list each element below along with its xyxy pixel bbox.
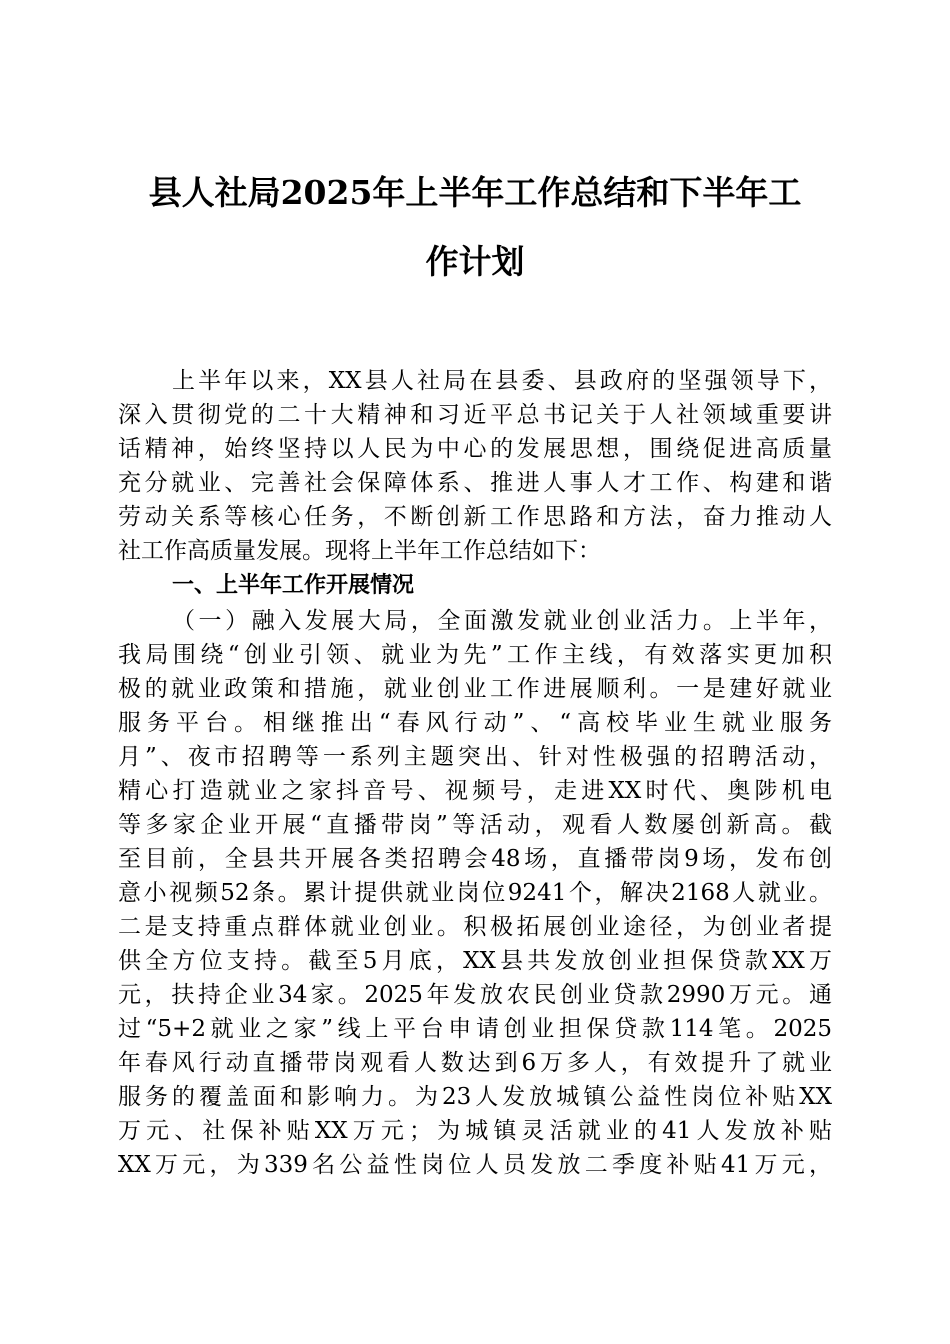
body-line: 供全方位支持。截至5月底，XX县共发放创业担保贷款XX万 [118, 948, 832, 974]
intro-line: 社工作高质量发展。现将上半年工作总结如下： [118, 538, 601, 564]
body-line: 等多家企业开展“直播带岗”等活动，观看人数屡创新高。截 [118, 812, 832, 838]
body-line: 元，扶持企业34家。2025年发放农民创业贷款2990万元。通 [118, 982, 832, 1008]
body-line: 年春风行动直播带岗观看人数达到6万多人，有效提升了就业 [118, 1050, 832, 1076]
intro-line: 劳动关系等核心任务，不断创新工作思路和方法，奋力推动人 [118, 504, 832, 530]
intro-line: 深入贯彻党的二十大精神和习近平总书记关于人社领域重要讲 [118, 402, 832, 428]
body-line: 我局围绕“创业引领、就业为先”工作主线，有效落实更加积 [118, 642, 832, 668]
body-line: 过“5+2就业之家”线上平台申请创业担保贷款114笔。2025 [118, 1016, 832, 1042]
intro-line: 上半年以来，XX县人社局在县委、县政府的坚强领导下， [172, 368, 832, 394]
body-line: 月”、夜市招聘等一系列主题突出、针对性极强的招聘活动， [118, 744, 832, 770]
intro-line: 话精神，始终坚持以人民为中心的发展思想，围绕促进高质量 [118, 436, 832, 462]
document-title-line-2: 作计划 [425, 242, 525, 281]
body-line: XX万元，为339名公益性岗位人员发放二季度补贴41万元， [118, 1152, 832, 1178]
body-line: 极的就业政策和措施，就业创业工作进展顺利。一是建好就业 [118, 676, 832, 702]
body-line: 万元、社保补贴XX万元；为城镇灵活就业的41人发放补贴 [118, 1118, 832, 1144]
body-line: 服务的覆盖面和影响力。为23人发放城镇公益性岗位补贴XX [118, 1084, 832, 1110]
body-line: 服务平台。相继推出“春风行动”、“高校毕业生就业服务 [118, 710, 832, 736]
body-line: 意小视频52条。累计提供就业岗位9241个，解决2168人就业。 [118, 880, 832, 906]
body-line: 精心打造就业之家抖音号、视频号，走进XX时代、奥陟机电 [118, 778, 832, 804]
body-line: （一）融入发展大局，全面激发就业创业活力。上半年， [172, 608, 832, 634]
intro-line: 充分就业、完善社会保障体系、推进人事人才工作、构建和谐 [118, 470, 832, 496]
body-line: 至目前，全县共开展各类招聘会48场，直播带岗9场，发布创 [118, 846, 832, 872]
body-line: 二是支持重点群体就业创业。积极拓展创业途径，为创业者提 [118, 914, 832, 940]
document-title-line-1: 县人社局2025年上半年工作总结和下半年工 [148, 173, 802, 212]
section-heading: 一、上半年工作开展情况 [172, 573, 415, 598]
